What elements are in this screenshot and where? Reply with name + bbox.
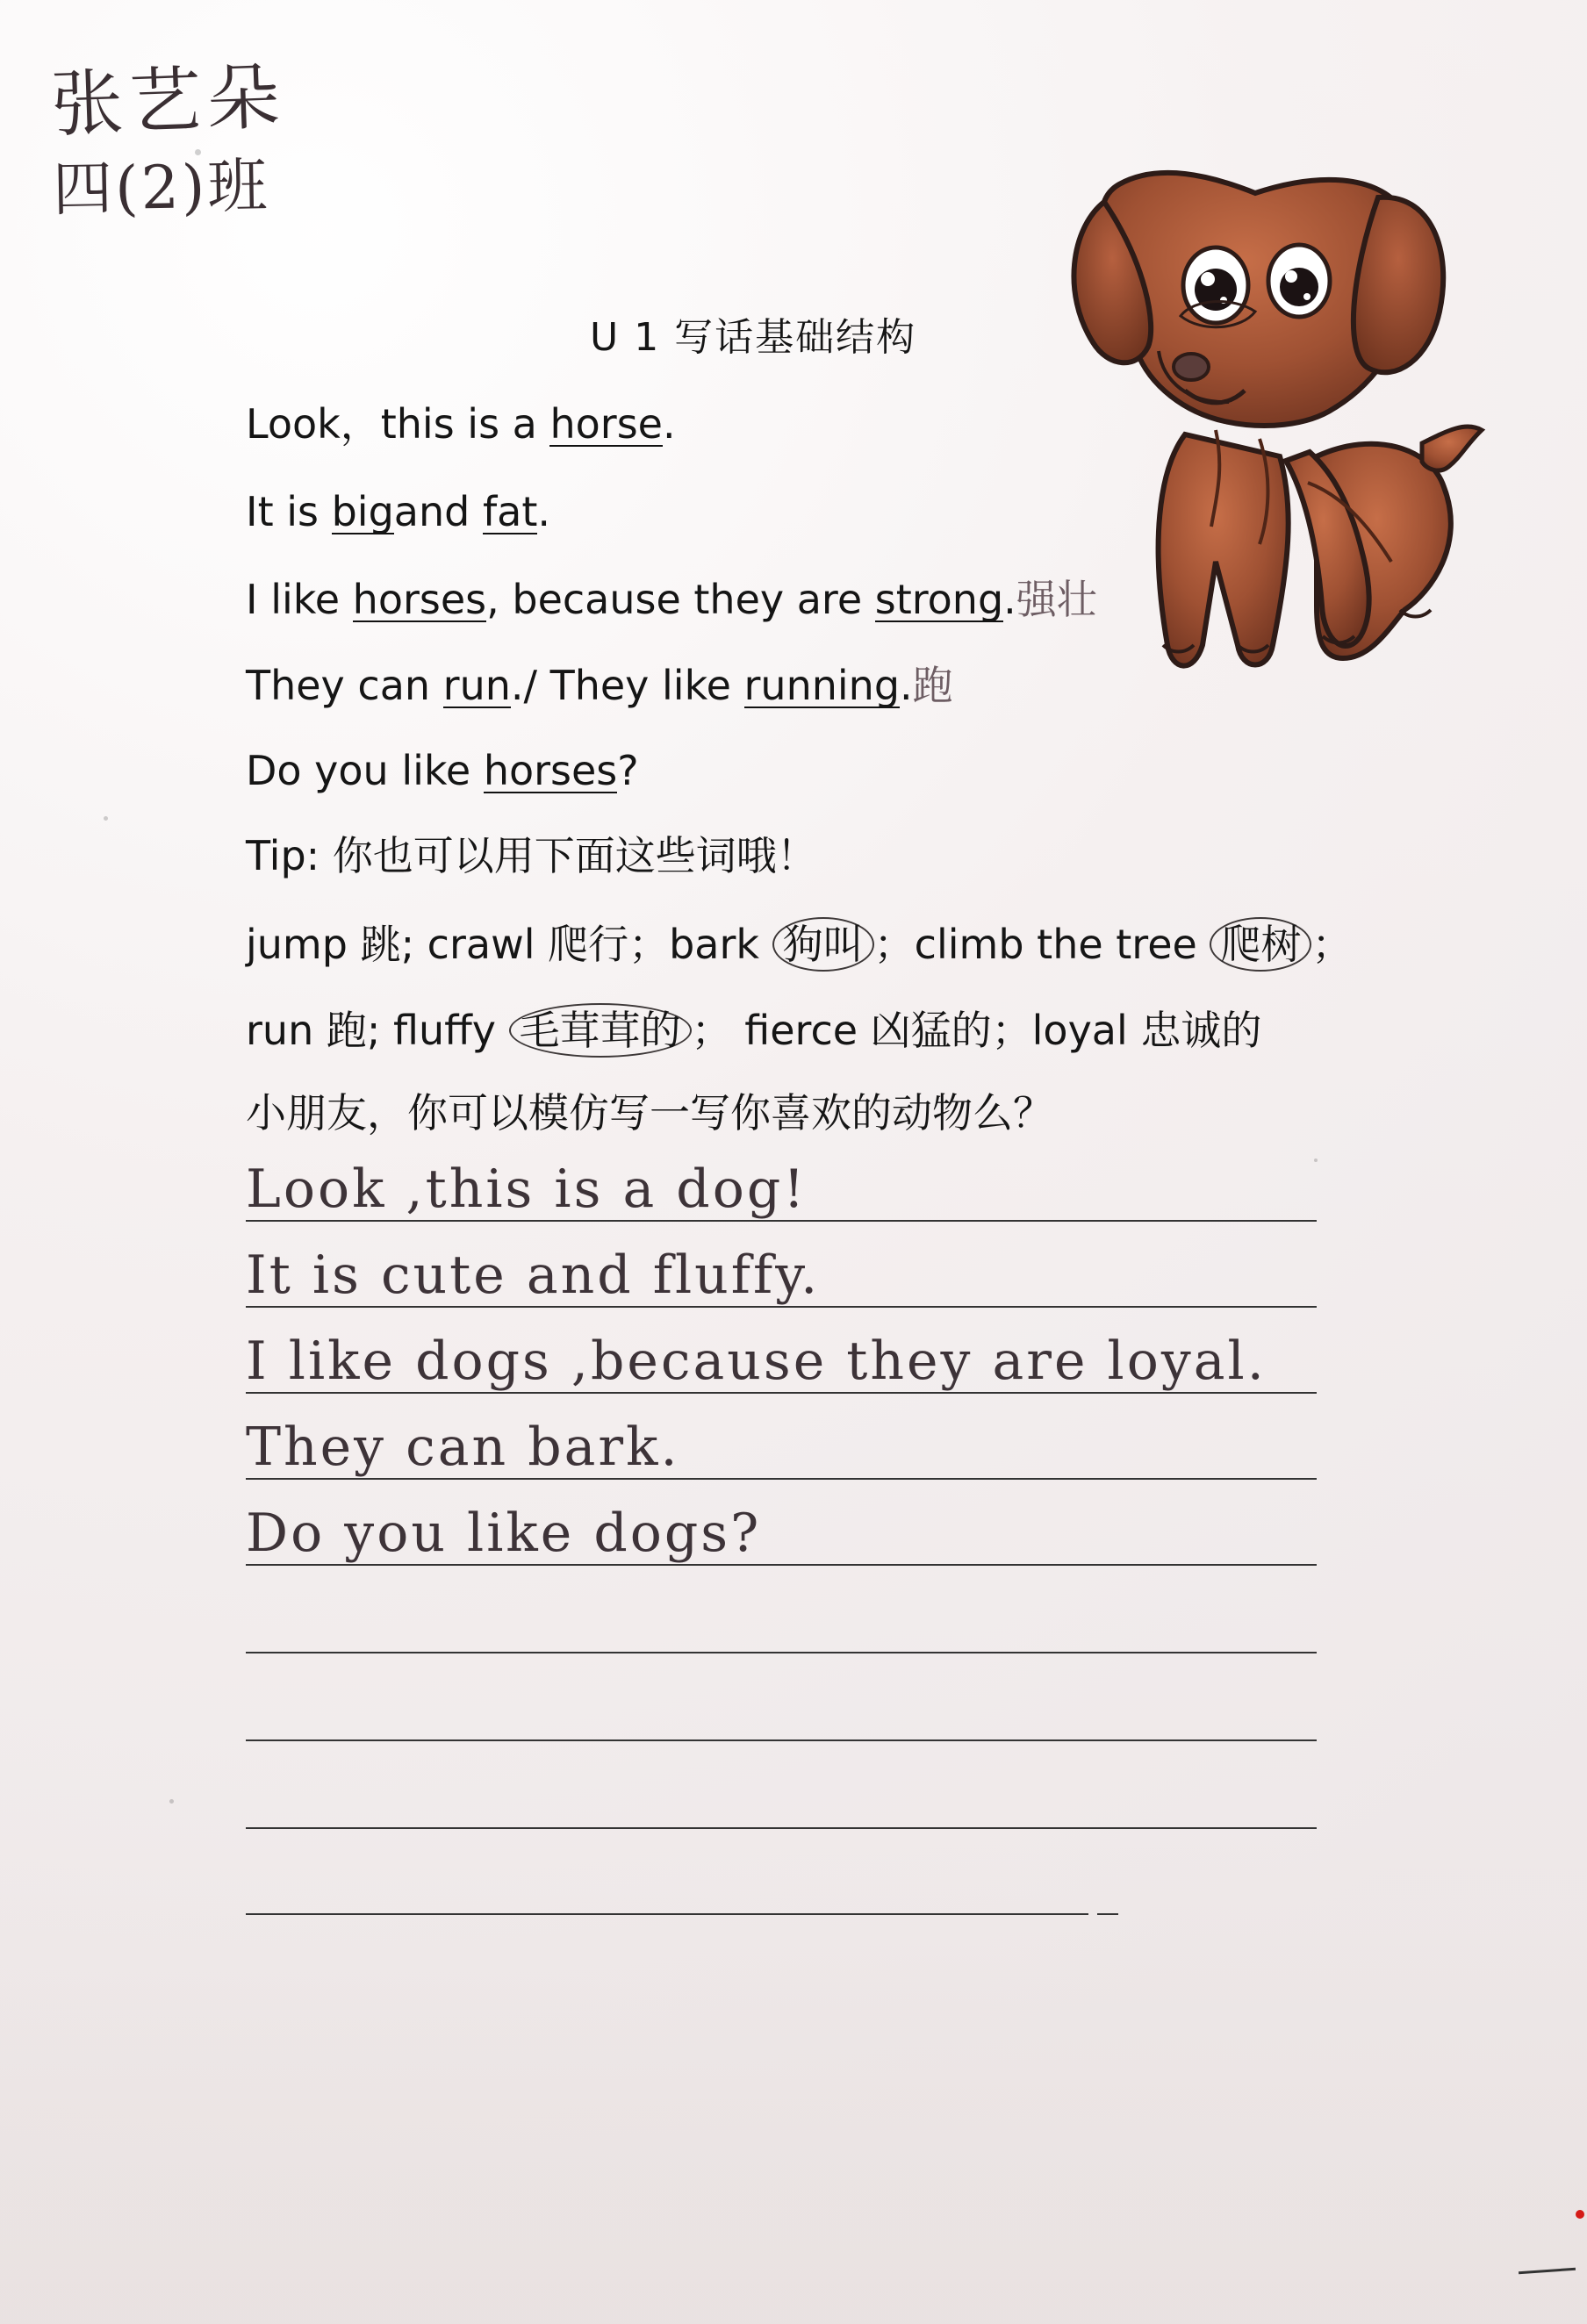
model-line-5 — [246, 746, 639, 795]
red-ink-dot — [1576, 2210, 1584, 2219]
writing-line-7 — [246, 1739, 1317, 1741]
circled-word-fluffy: 毛茸茸的 — [509, 1003, 692, 1058]
line-4-prefix: They can — [246, 662, 443, 709]
line-4-handwritten-note: 跑 — [912, 662, 953, 709]
line-2-prefix: It is — [246, 488, 332, 535]
paper-dust-mark — [1314, 1158, 1318, 1162]
paper-dust-mark — [195, 149, 201, 155]
tip-heading: Tip: 你也可以用下面这些词哦！ — [246, 832, 817, 879]
writing-line-6 — [246, 1652, 1317, 1653]
tip-vocab-2-text: run 跑; fluffy — [246, 1007, 509, 1054]
line-4-suffix: . — [900, 662, 913, 709]
paper-shadow — [0, 1843, 1587, 2324]
line-5-prefix: Do you like — [246, 747, 484, 794]
writing-line-3 — [246, 1392, 1317, 1394]
tip-vocab-2-text-2: ； fierce 凶猛的；loyal 忠诚的 — [691, 1007, 1262, 1054]
tip-vocabulary-line-2 — [246, 1003, 1261, 1058]
student-line-3: I like dogs ,because they are loyal. — [246, 1331, 1267, 1392]
writing-line-2 — [246, 1306, 1317, 1308]
line-1-suffix: . — [662, 400, 676, 448]
line-4-middle: ./ They like — [510, 662, 744, 709]
model-line-4 — [246, 661, 953, 710]
writing-line-5 — [246, 1564, 1317, 1566]
student-line-1: Look ,this is a dog! — [246, 1158, 808, 1220]
circled-word-bark: 狗叫 — [772, 917, 874, 972]
paper-dust-mark — [169, 1799, 174, 1804]
line-2-suffix: . — [537, 488, 550, 535]
line-3-prefix: I like — [246, 576, 353, 623]
paper-dust-mark — [104, 816, 108, 821]
circled-word-climb: 爬树 — [1210, 917, 1311, 972]
writing-line-dash — [1097, 1913, 1118, 1915]
student-line-2: It is cute and fluffy. — [246, 1244, 821, 1306]
model-line-1 — [246, 399, 676, 448]
writing-line-8 — [246, 1827, 1317, 1829]
tip-vocabulary-line-1 — [246, 917, 1352, 972]
line-3-underlined-word-1: horses — [352, 576, 487, 623]
line-2-middle: and — [393, 488, 483, 535]
worksheet-title: U 1 写话基础结构 — [590, 315, 917, 360]
tip-vocab-1-end: ； — [1311, 921, 1353, 968]
line-3-middle: , because they are — [486, 576, 875, 623]
tip-vocab-1-text: jump 跳; crawl 爬行；bark — [246, 921, 772, 968]
line-3-suffix: . — [1003, 576, 1016, 623]
line-4-underlined-word-1: run — [442, 662, 511, 709]
model-line-3 — [246, 575, 1097, 624]
student-line-5: Do you like dogs? — [246, 1503, 762, 1564]
student-name: 张艺朵 — [49, 55, 287, 147]
line-5-suffix: ? — [617, 747, 639, 794]
line-1-underlined-word: horse — [549, 400, 663, 448]
line-5-underlined-word: horses — [483, 747, 618, 794]
writing-line-4 — [246, 1478, 1317, 1480]
writing-line-9 — [246, 1913, 1088, 1915]
writing-prompt: 小朋友，你可以模仿写一写你喜欢的动物么？ — [246, 1089, 1053, 1137]
class-name: 四(2)班 — [52, 151, 271, 226]
dog-drawing — [1053, 167, 1492, 693]
line-4-underlined-word-2: running — [743, 662, 901, 709]
tip-vocab-1-text-2: ；climb the tree — [873, 921, 1210, 968]
line-3-underlined-word-2: strong — [874, 576, 1004, 623]
line-2-underlined-word-1: big — [331, 488, 394, 535]
writing-line-1 — [246, 1220, 1317, 1222]
line-1-prefix: Look，this is a — [246, 400, 550, 448]
line-3-handwritten-note: 强壮 — [1016, 576, 1097, 623]
model-line-2 — [246, 487, 550, 536]
student-line-4: They can bark. — [246, 1417, 680, 1478]
line-2-underlined-word-2: fat — [482, 488, 538, 535]
